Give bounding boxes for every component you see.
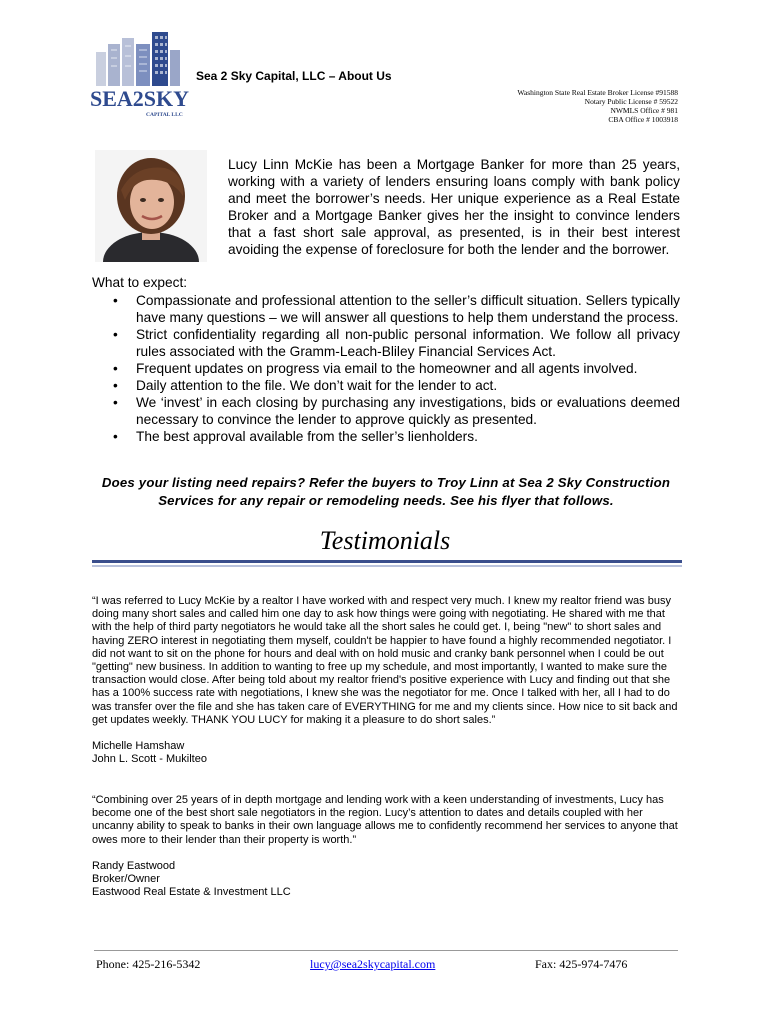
expect-list bbox=[92, 292, 680, 445]
divider bbox=[92, 560, 682, 563]
logo-subtext: CAPITAL LLC bbox=[146, 112, 183, 118]
email-link[interactable]: lucy@sea2skycapital.com bbox=[310, 957, 436, 971]
bullet-icon: • bbox=[113, 395, 118, 410]
list-item bbox=[92, 377, 680, 394]
list-item bbox=[92, 428, 680, 445]
portrait-photo bbox=[95, 150, 207, 262]
signature-name: Randy Eastwood bbox=[92, 860, 176, 872]
expect-heading: What to expect: bbox=[92, 275, 188, 290]
company-logo bbox=[88, 30, 194, 122]
license-line: Notary Public License # 59522 bbox=[584, 97, 678, 106]
bullet-icon: • bbox=[113, 327, 118, 342]
bullet-icon: • bbox=[113, 361, 118, 376]
footer-divider bbox=[94, 950, 678, 951]
list-item-text: Strict confidentiality regarding all non-public personal information. We follow all privacy rules associated with the Gramm-Leach-Bliley Financial Services Act. bbox=[136, 327, 680, 359]
list-item bbox=[92, 360, 680, 377]
license-line: CBA Office # 1003918 bbox=[608, 115, 678, 124]
list-item-text: Daily attention to the file. We don’t wait for the lender to act. bbox=[136, 378, 498, 393]
repairs-note: Does your listing need repairs? Refer the buyers to Troy Linn at Sea 2 Sky Construction Services for any repair or remodeling needs. See his flyer that follows. bbox=[101, 475, 671, 508]
signature-company: Eastwood Real Estate & Investment LLC bbox=[92, 886, 291, 899]
list-item-text: We ‘invest’ in each closing by purchasing any investigations, bids or evaluations deemed necessary to convince the lender to approve quickly as presented. bbox=[136, 395, 680, 427]
footer-phone: Phone: 425-216-5342 bbox=[96, 957, 201, 971]
bullet-icon: • bbox=[113, 378, 118, 393]
bio-paragraph: Lucy Linn McKie has been a Mortgage Banker for more than 25 years, working with a variety of lenders ensuring loans comply with bank policy and meet the borrower’s needs. Her unique experience as a Real Estate Broker and a Mortgage Banker gives her the insight to convince lenders that a fast short sale approval, as presented, is in their best interest avoiding the expense of foreclosure for both the lender and the borrower. bbox=[228, 157, 680, 257]
signature-role: Broker/Owner bbox=[92, 873, 160, 886]
bullet-icon: • bbox=[113, 429, 118, 444]
testimonial-signature bbox=[92, 740, 207, 766]
list-item bbox=[92, 292, 680, 326]
logo-text: SEA2SKY bbox=[90, 86, 190, 111]
list-item bbox=[92, 394, 680, 428]
signature-name: Michelle Hamshaw bbox=[92, 740, 185, 752]
testimonials-heading: Testimonials bbox=[319, 526, 451, 555]
footer-fax: Fax: 425-974-7476 bbox=[535, 957, 628, 971]
testimonial-signature bbox=[92, 860, 291, 900]
testimonial-quote: “Combining over 25 years of in depth mortgage and lending work with a keen understanding of investments, Lucy has become one of the best short sale negotiators in the region. Lucy’s attention to dates and details coupled with her uncanny ability to speak to banks in their own language allows me to confidently recommend her services to anyone that owes more to their lender than their property is worth.” bbox=[92, 794, 678, 846]
list-item bbox=[92, 326, 680, 360]
list-item-text: Frequent updates on progress via email to the homeowner and all agents involved. bbox=[136, 361, 638, 376]
license-info bbox=[517, 88, 678, 124]
page-title: Sea 2 Sky Capital, LLC – About Us bbox=[196, 69, 392, 83]
bullet-icon: • bbox=[113, 293, 118, 308]
license-line: Washington State Real Estate Broker License #91588 bbox=[517, 88, 678, 97]
testimonial-quote: “I was referred to Lucy McKie by a realtor I have worked with and respect very much. I knew my realtor friend was busy doing many short sales and called him one day to ask how things were going with negotiating. He shared with me that with the help of third party negotiators he would take all the short sales he could get. I, being "new" to short sales and having ZERO interest in negotiating them myself, couldn't be happier to have found a highly recommended negotiator. I did not want to sit on the phone for hours and deal with on hold music and cranky bank personnel when I could be out "getting" new business. In addition to wanting to free up my schedule, and most importantly, I wanted to make sure the transaction would close. After being told about my realtor friend's positive experience with Lucy and finding out that she has a 100% success rate with negotiations, I knew she was the negotiator for me. Once I talked with her, all I had to do was transfer over the file and she has taken care of EVERYTHING for me and my clients since. How nice to sit back and get updates weekly. THANK YOU LUCY for making it a pleasure to do short sales.” bbox=[92, 595, 678, 726]
list-item-text: The best approval available from the seller’s lienholders. bbox=[136, 429, 478, 444]
license-line: NWMLS Office # 981 bbox=[610, 106, 678, 115]
signature-company: John L. Scott - Mukilteo bbox=[92, 753, 207, 766]
list-item-text: Compassionate and professional attention to the seller’s difficult situation. Sellers typically have many questions – we will answer all questions to help them understand the process. bbox=[136, 293, 680, 325]
divider bbox=[92, 565, 682, 567]
